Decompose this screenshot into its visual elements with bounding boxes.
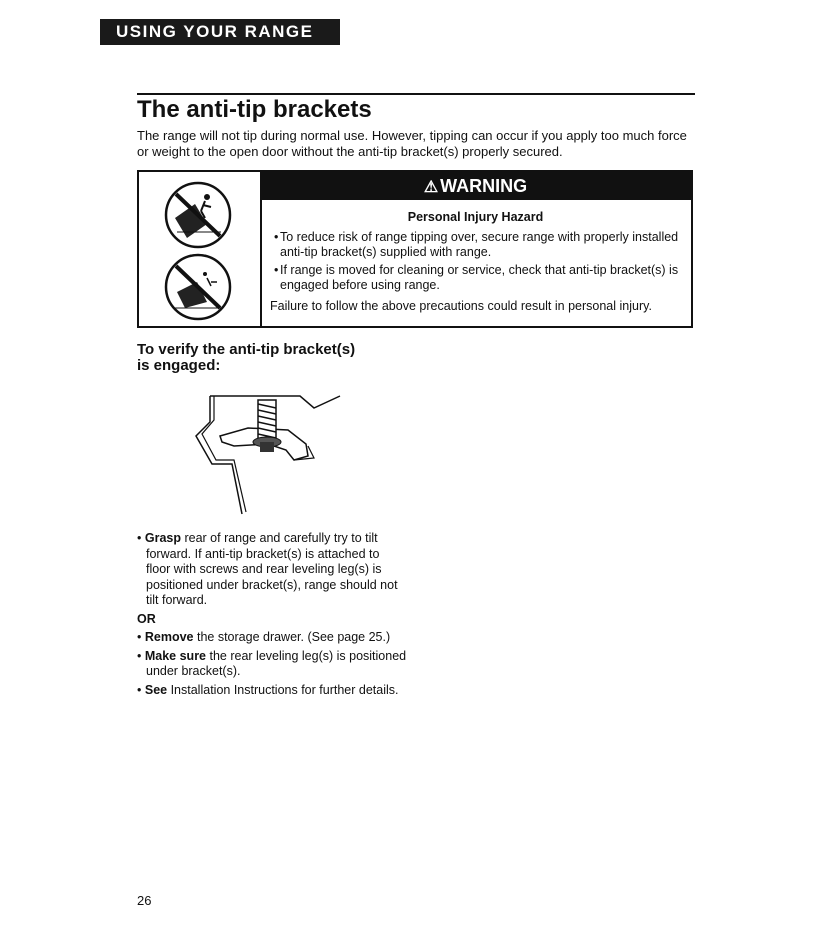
step-item: • Remove the storage drawer. (See page 25.) <box>137 630 391 644</box>
step-item: • See Installation Instructions for further details. <box>137 682 399 697</box>
warning-footer: Failure to follow the above precautions could result in personal injury. <box>270 299 652 313</box>
step-item: • Make sure the rear leveling leg(s) is positioned under bracket(s). <box>137 648 407 678</box>
warning-bullet-list <box>270 230 685 296</box>
verify-steps <box>137 531 407 701</box>
hazard-title: Personal Injury Hazard <box>407 210 544 224</box>
section-label: USING YOUR RANGE <box>116 22 314 41</box>
no-range-falling-icon <box>161 252 235 322</box>
warning-icon-column <box>139 172 262 326</box>
intro-paragraph: The range will not tip during normal use. However, tipping can occur if you apply too much force or weight to the open door without the anti-tip bracket(s) properly secured. <box>137 128 687 159</box>
warning-header <box>260 172 691 200</box>
page-number: 26 <box>137 893 152 908</box>
warning-bullet: • If range is moved for cleaning or service, check that anti-tip bracket(s) is engaged before using range. <box>274 263 679 292</box>
section-tab <box>100 19 340 45</box>
warning-bullet: • To reduce risk of range tipping over, secure range with properly installed anti-tip bracket(s) supplied with range. <box>274 230 679 259</box>
anti-tip-bracket-illustration <box>190 384 350 519</box>
no-range-tipping-icon <box>161 180 235 250</box>
page-title: The anti-tip brackets <box>137 96 372 123</box>
title-rule <box>137 93 695 95</box>
verify-heading: To verify the anti-tip bracket(s) is engaged: <box>137 341 356 374</box>
warning-box <box>137 170 693 328</box>
warning-label: WARNING <box>440 176 528 196</box>
warning-triangle-icon: ⚠ <box>423 179 439 196</box>
or-label: OR <box>137 611 156 626</box>
step-item: • Grasp rear of range and carefully try to tilt forward. If anti-tip bracket(s) is attached to floor with screws and rear leveling leg(s) is positioned under bracket(s), range should not tilt forward. <box>137 531 398 607</box>
